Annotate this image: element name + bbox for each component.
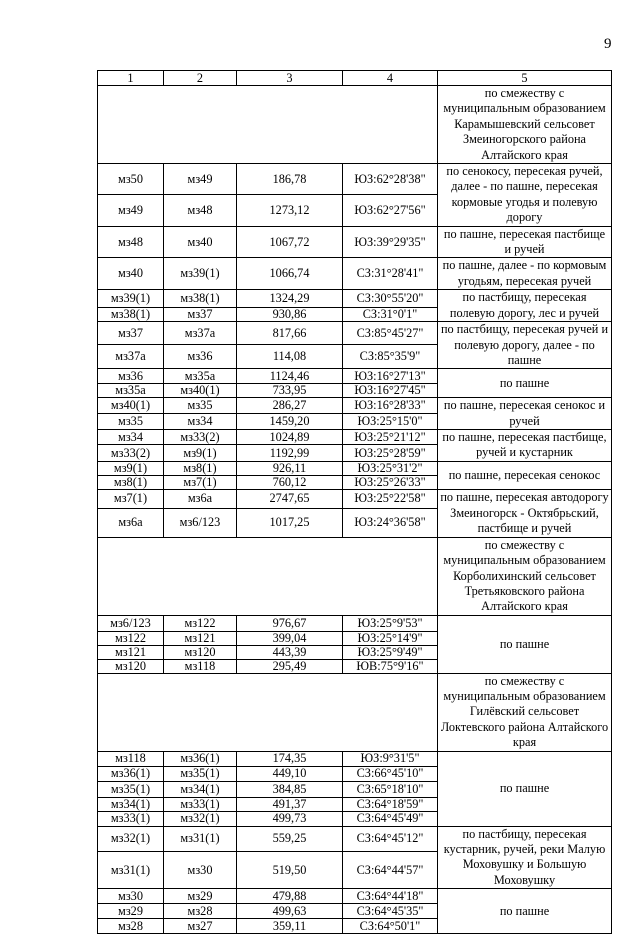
point-from-cell: мз38(1) [98,307,164,321]
length-cell: 976,67 [237,615,343,631]
point-from-cell: мз7(1) [98,489,164,508]
length-cell: 399,04 [237,631,343,645]
point-to-cell: мз29 [164,889,237,904]
point-from-cell: мз40 [98,258,164,290]
column-header-2: 2 [164,71,237,86]
point-to-cell: мз122 [164,615,237,631]
segment-row [98,322,612,345]
point-to-cell: мз33(1) [164,797,237,811]
point-to-cell: мз34(1) [164,781,237,797]
bearing-cell: ЮЗ:16°27'13" [343,369,438,384]
segment-row [98,429,612,444]
point-from-cell: мз34 [98,429,164,444]
point-to-cell: мз27 [164,919,237,934]
column-header-1: 1 [98,71,164,86]
point-to-cell: мз7(1) [164,475,237,489]
length-cell: 760,12 [237,475,343,489]
adjacency-row [98,673,612,751]
point-to-cell: мз6а [164,489,237,508]
length-cell: 1192,99 [237,445,343,461]
segment-description: по пашне, пересекая сенокос и ручей [438,398,612,430]
bearing-cell: ЮЗ:62°28'38" [343,164,438,195]
boundary-table [97,70,612,934]
segment-row [98,826,612,851]
bearing-cell: ЮЗ:25°9'49" [343,645,438,659]
segment-description: по пашне, пересекая пастбище, ручей и кустарник [438,429,612,461]
segment-description: по пашне [438,369,612,398]
length-cell: 2747,65 [237,489,343,508]
point-from-cell: мз39(1) [98,290,164,308]
length-cell: 449,10 [237,766,343,781]
bearing-cell: СЗ:30°55'20" [343,290,438,308]
boundary-table-body [98,71,612,934]
segment-description: по пашне [438,615,612,673]
segment-row [98,290,612,308]
point-from-cell: мз32(1) [98,826,164,851]
length-cell: 519,50 [237,851,343,888]
point-to-cell: мз35(1) [164,766,237,781]
bearing-cell: СЗ:64°45'35" [343,904,438,919]
point-to-cell: мз9(1) [164,445,237,461]
column-header-4: 4 [343,71,438,86]
segment-row [98,369,612,384]
segment-row [98,226,612,258]
point-from-cell: мз36(1) [98,766,164,781]
point-from-cell: мз118 [98,751,164,766]
segment-row [98,615,612,631]
point-from-cell: мз35а [98,384,164,398]
point-from-cell: мз120 [98,659,164,673]
segment-description: по пашне, пересекая сенокос [438,461,612,489]
length-cell: 186,78 [237,164,343,195]
segment-description: по пашне [438,889,612,934]
point-from-cell: мз6/123 [98,615,164,631]
adjacency-blank-cell [98,673,438,751]
point-from-cell: мз36 [98,369,164,384]
bearing-cell: СЗ:64°45'12" [343,826,438,851]
length-cell: 926,11 [237,461,343,475]
point-from-cell: мз33(2) [98,445,164,461]
length-cell: 491,37 [237,797,343,811]
length-cell: 1066,74 [237,258,343,290]
adjacency-description: по смежеству с муниципальным образованием Карамышевский сельсовет Змеиногорского района Алтайского края [438,86,612,164]
segment-row [98,164,612,195]
segment-row [98,258,612,290]
bearing-cell: ЮЗ:25°15'0" [343,413,438,429]
bearing-cell: ЮЗ:25°28'59" [343,445,438,461]
length-cell: 1273,12 [237,195,343,226]
point-to-cell: мз38(1) [164,290,237,308]
length-cell: 1324,29 [237,290,343,308]
point-from-cell: мз9(1) [98,461,164,475]
length-cell: 1017,25 [237,508,343,537]
point-from-cell: мз31(1) [98,851,164,888]
segment-description: по пастбищу, пересекая полевую дорогу, лес и ручей [438,290,612,322]
segment-description: по пашне [438,751,612,826]
bearing-cell: СЗ:31°0'1" [343,307,438,321]
point-from-cell: мз37 [98,322,164,345]
point-to-cell: мз118 [164,659,237,673]
bearing-cell: ЮЗ:16°27'45" [343,384,438,398]
length-cell: 1124,46 [237,369,343,384]
bearing-cell: СЗ:64°44'57" [343,851,438,888]
segment-description: по пашне, пересекая пастбище и ручей [438,226,612,258]
adjacency-row [98,537,612,615]
segment-row [98,489,612,508]
segment-description: по сенокосу, пересекая ручей, далее - по пашне, пересекая кормовые угодья и полевую дорогу [438,164,612,227]
segment-row [98,398,612,414]
point-to-cell: мз37 [164,307,237,321]
bearing-cell: ЮЗ:24°36'58" [343,508,438,537]
point-from-cell: мз8(1) [98,475,164,489]
segment-row [98,751,612,766]
point-from-cell: мз122 [98,631,164,645]
column-header-3: 3 [237,71,343,86]
length-cell: 817,66 [237,322,343,345]
length-cell: 359,11 [237,919,343,934]
point-to-cell: мз49 [164,164,237,195]
point-to-cell: мз121 [164,631,237,645]
bearing-cell: ЮЗ:25°14'9" [343,631,438,645]
adjacency-row [98,86,612,164]
point-from-cell: мз48 [98,226,164,258]
point-from-cell: мз30 [98,889,164,904]
bearing-cell: ЮЗ:25°26'33" [343,475,438,489]
point-from-cell: мз34(1) [98,797,164,811]
bearing-cell: СЗ:31°28'41" [343,258,438,290]
bearing-cell: СЗ:65°18'10" [343,781,438,797]
point-to-cell: мз31(1) [164,826,237,851]
point-from-cell: мз28 [98,919,164,934]
length-cell: 114,08 [237,344,343,368]
adjacency-blank-cell [98,86,438,164]
bearing-cell: ЮЗ:62°27'56" [343,195,438,226]
length-cell: 733,95 [237,384,343,398]
point-to-cell: мз33(2) [164,429,237,444]
length-cell: 479,88 [237,889,343,904]
point-from-cell: мз40(1) [98,398,164,414]
header-row [98,71,612,86]
page-number: 9 [604,36,612,52]
bearing-cell: СЗ:85°45'27" [343,322,438,345]
length-cell: 286,27 [237,398,343,414]
point-from-cell: мз50 [98,164,164,195]
point-to-cell: мз40 [164,226,237,258]
point-from-cell: мз121 [98,645,164,659]
segment-description: по пашне, далее - по кормовым угодьям, пересекая ручей [438,258,612,290]
bearing-cell: ЮЗ:25°9'53" [343,615,438,631]
bearing-cell: ЮЗ:25°22'58" [343,489,438,508]
bearing-cell: СЗ:85°35'9" [343,344,438,368]
point-to-cell: мз28 [164,904,237,919]
bearing-cell: СЗ:64°45'49" [343,811,438,826]
point-from-cell: мз35 [98,413,164,429]
segment-row [98,461,612,475]
point-from-cell: мз49 [98,195,164,226]
segment-description: по пашне, пересекая автодорогу Змеиногорск - Октябрьский, пастбище и ручей [438,489,612,537]
point-from-cell: мз35(1) [98,781,164,797]
bearing-cell: ЮВ:75°9'16" [343,659,438,673]
point-to-cell: мз34 [164,413,237,429]
point-from-cell: мз37а [98,344,164,368]
point-to-cell: мз32(1) [164,811,237,826]
bearing-cell: ЮЗ:39°29'35" [343,226,438,258]
adjacency-description: по смежеству с муниципальным образованием Гилёвский сельсовет Локтевского района Алтайского края [438,673,612,751]
adjacency-blank-cell [98,537,438,615]
point-from-cell: мз33(1) [98,811,164,826]
point-from-cell: мз6а [98,508,164,537]
point-to-cell: мз39(1) [164,258,237,290]
bearing-cell: ЮЗ:25°31'2" [343,461,438,475]
length-cell: 499,63 [237,904,343,919]
length-cell: 1459,20 [237,413,343,429]
length-cell: 1067,72 [237,226,343,258]
segment-row [98,889,612,904]
point-to-cell: мз35 [164,398,237,414]
column-header-5: 5 [438,71,612,86]
length-cell: 1024,89 [237,429,343,444]
point-to-cell: мз37а [164,322,237,345]
point-to-cell: мз35а [164,369,237,384]
segment-description: по пастбищу, пересекая кустарник, ручей, реки Малую Моховушку и Большую Моховушку [438,826,612,889]
point-to-cell: мз36 [164,344,237,368]
bearing-cell: ЮЗ:25°21'12" [343,429,438,444]
bearing-cell: СЗ:64°50'1" [343,919,438,934]
length-cell: 499,73 [237,811,343,826]
bearing-cell: СЗ:66°45'10" [343,766,438,781]
length-cell: 930,86 [237,307,343,321]
point-from-cell: мз29 [98,904,164,919]
length-cell: 384,85 [237,781,343,797]
length-cell: 443,39 [237,645,343,659]
point-to-cell: мз6/123 [164,508,237,537]
length-cell: 295,49 [237,659,343,673]
point-to-cell: мз40(1) [164,384,237,398]
bearing-cell: ЮЗ:16°28'33" [343,398,438,414]
point-to-cell: мз30 [164,851,237,888]
point-to-cell: мз8(1) [164,461,237,475]
point-to-cell: мз48 [164,195,237,226]
length-cell: 174,35 [237,751,343,766]
bearing-cell: ЮЗ:9°31'5" [343,751,438,766]
bearing-cell: СЗ:64°44'18" [343,889,438,904]
segment-description: по пастбищу, пересекая ручей и полевую дорогу, далее - по пашне [438,322,612,369]
adjacency-description: по смежеству с муниципальным образованием Корболихинский сельсовет Третьяковского района Алтайского края [438,537,612,615]
point-to-cell: мз36(1) [164,751,237,766]
point-to-cell: мз120 [164,645,237,659]
length-cell: 559,25 [237,826,343,851]
bearing-cell: СЗ:64°18'59" [343,797,438,811]
